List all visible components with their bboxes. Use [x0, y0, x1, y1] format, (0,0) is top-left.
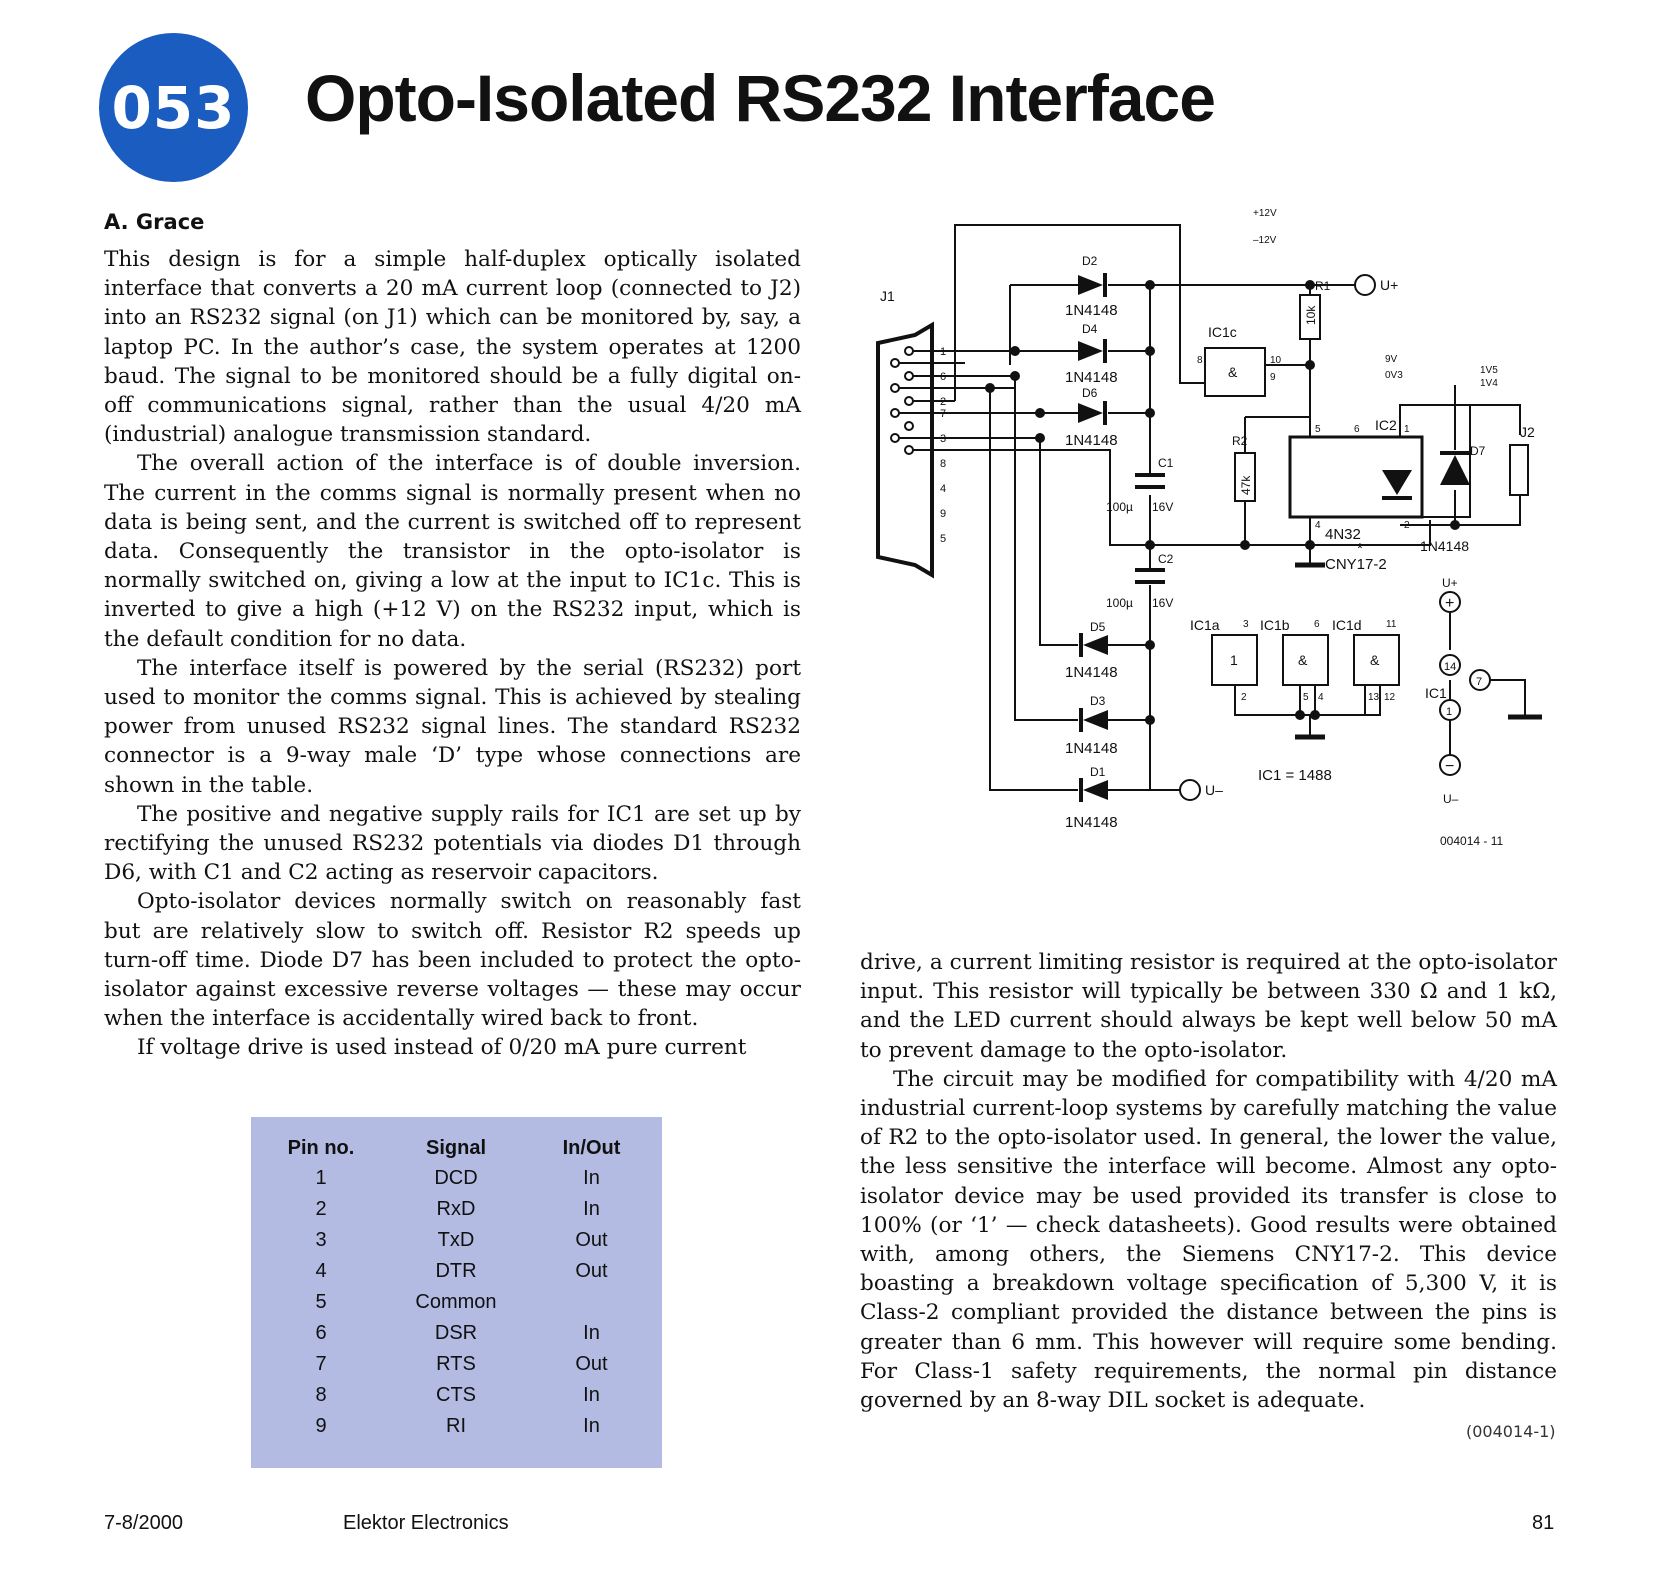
ic1a-gate: 1: [1230, 652, 1238, 668]
table-cell: In: [583, 1415, 600, 1437]
ic1d-pin11: 11: [1386, 619, 1397, 630]
column-header: Pin no.: [287, 1136, 355, 1159]
table-cell: Out: [575, 1229, 608, 1251]
d6-type: 1N4148: [1065, 432, 1118, 449]
pin-label: 6: [940, 371, 947, 383]
table-cell: In: [583, 1384, 600, 1406]
ic1-supply-label: IC1: [1425, 685, 1447, 701]
footer-magazine: Elektor Electronics: [343, 1512, 509, 1534]
table-cell: Out: [575, 1353, 608, 1375]
u-minus-symbol: −: [1445, 758, 1455, 775]
column-header: In/Out: [562, 1136, 621, 1159]
table-row: [251, 1411, 662, 1442]
d3-label: D3: [1090, 694, 1106, 708]
r2-label: R2: [1232, 434, 1248, 448]
c2-voltage: 16V: [1152, 596, 1174, 610]
body-left-column: [104, 245, 801, 1063]
author: A. Grace: [104, 210, 205, 234]
ic2-pin6: 6: [1354, 424, 1360, 435]
d2-label: D2: [1082, 254, 1098, 268]
ic1a-pin3: 3: [1243, 619, 1249, 630]
ic1d-pin12: 12: [1384, 692, 1396, 703]
v-1v4: 1V4: [1480, 378, 1498, 389]
table-row: [251, 1318, 662, 1349]
page-number: 81: [1532, 1512, 1555, 1534]
ic1-u-plus: U+: [1442, 576, 1458, 590]
table-cell: CTS: [436, 1384, 476, 1406]
table-cell: In: [583, 1322, 600, 1344]
ic2-pin5: 5: [1315, 424, 1321, 435]
ic2-pin1: 1: [1404, 424, 1410, 435]
ic2-part: 4N32: [1325, 526, 1361, 543]
pin-table: [251, 1117, 662, 1468]
d5-type: 1N4148: [1065, 664, 1118, 681]
v-plus12: +12V: [1253, 208, 1277, 219]
table-cell: 3: [315, 1229, 327, 1251]
table-cell: DSR: [434, 1322, 478, 1344]
ic1d-gate: &: [1370, 652, 1380, 668]
ic1b-pin4: 4: [1318, 692, 1324, 703]
v-9: 9V: [1385, 354, 1398, 365]
table-cell: 5: [315, 1291, 327, 1313]
ic1-u-minus: U–: [1443, 792, 1459, 806]
table-header-row: [251, 1133, 662, 1163]
ic1a-label: IC1a: [1190, 617, 1220, 633]
pin-label: 4: [940, 483, 947, 495]
c2-value: 100µ: [1106, 596, 1133, 610]
pin-label: 7: [940, 408, 947, 420]
table-row: [251, 1194, 662, 1225]
table-cell: RxD: [436, 1198, 476, 1220]
junctions: [985, 280, 1460, 725]
pin-label: 2: [940, 396, 947, 408]
column-header: Signal: [425, 1136, 486, 1159]
table-cell: [521, 1287, 662, 1318]
table-row: [251, 1256, 662, 1287]
table-cell: 7: [315, 1353, 327, 1375]
paragraph: This design is for a simple half-duplex optically isolated interface that converts a 20 mA current loop (connected to J2) into an RS232 signal (on J1) which can be monitored by, say, a laptop PC. In the author’s case, the system operates at 1200 baud. The signal to be monitored should be a fully digital on-off communications signal, rather than the usual 4/20 mA (industrial) analogue transmission standard.: [104, 247, 801, 448]
table-cell: RI: [446, 1415, 466, 1437]
d4-type: 1N4148: [1065, 369, 1118, 386]
r2-value: 47k: [1239, 475, 1253, 495]
table-cell: DCD: [434, 1167, 478, 1189]
diodes: [1078, 273, 1470, 802]
ic1c-label: IC1c: [1208, 324, 1237, 340]
ic1d-pin13: 13: [1368, 692, 1380, 703]
ic1c-pin8: 8: [1197, 355, 1203, 366]
paragraph: Opto-isolator devices normally switch on reasonably fast but are relatively slow to switch off. Resistor R2 speeds up turn-off time. Diode D7 has been included to protect the opto-isolator against excessive reverse voltages — these may occur when the interface is accidentally wired back to front.: [104, 889, 801, 1032]
table-row: [251, 1380, 662, 1411]
ic1-pin7: 7: [1476, 676, 1483, 688]
article-reference: (004014-1): [1466, 1422, 1556, 1441]
j1-label: J1: [880, 288, 895, 304]
ic2-pin4: 4: [1315, 520, 1321, 531]
ic1b-pin6: 6: [1314, 619, 1320, 630]
c1-voltage: 16V: [1152, 500, 1174, 514]
r1-value: 10k: [1304, 305, 1318, 325]
ic1-pin14: 14: [1444, 661, 1457, 673]
d2-type: 1N4148: [1065, 302, 1118, 319]
pin-label: 9: [940, 508, 947, 520]
table-row: [251, 1163, 662, 1194]
pin-label: 1: [940, 346, 947, 358]
d5-label: D5: [1090, 620, 1106, 634]
paragraph: If voltage drive is used instead of 0/20 mA pure current: [137, 1035, 747, 1061]
table-cell: In: [583, 1198, 600, 1220]
circuit-schematic: [860, 205, 1560, 885]
v-minus12: –12V: [1253, 235, 1277, 246]
ic1-type: IC1 = 1488: [1258, 767, 1332, 784]
paragraph: The circuit may be modified for compatibility with 4/20 mA industrial current-loop systems by carefully matching the value of R2 to the opto-isolator used. In general, the lower the value, the less sensitive the interface will become. Almost any opto-isolator device may be used provided its transfer is close to 100% (or ‘1’ — check datasheets). Good results were obtained with, among others, the Siemens CNY17-2. This device boasting a breakdown voltage specification of 5,300 V, it is Class-2 compliant provided the distance between the pins is greater than 6 mm. This however will require some bending. For Class-1 safety requirements, the normal pin distance governed by an 8-way DIL socket is adequate.: [860, 1066, 1557, 1414]
paragraph: drive, a current limiting resistor is required at the opto-isolator input. This resistor will typically be between 330 Ω and 1 kΩ, and the LED current should always be kept well below 50 mA to prevent damage to the opto-isolator.: [860, 950, 1557, 1063]
table-cell: 8: [315, 1384, 327, 1406]
footer-date: 7-8/2000: [104, 1512, 183, 1534]
ic1c-pin9: 9: [1270, 372, 1276, 383]
ic1c-gate: &: [1228, 364, 1238, 380]
d3-type: 1N4148: [1065, 740, 1118, 757]
ic2-alt-part: CNY17-2: [1325, 556, 1387, 573]
ic2-star: *: [1357, 540, 1363, 557]
paragraph: The interface itself is powered by the serial (RS232) port used to monitor the comms signal. This is achieved by stealing power from unused RS232 signal lines. The standard RS232 connector is a 9-way male ‘D’ type whose connections are shown in the table.: [104, 655, 801, 798]
table-cell: RTS: [436, 1353, 476, 1375]
v-1v5: 1V5: [1480, 365, 1498, 376]
ic1b-label: IC1b: [1260, 617, 1290, 633]
table-row: [251, 1349, 662, 1380]
ic2-pin2: 2: [1404, 520, 1410, 531]
pin-label: 3: [940, 433, 947, 445]
ic1a-pin2: 2: [1241, 692, 1247, 703]
u-plus-label: U+: [1380, 277, 1399, 293]
table-cell: TxD: [437, 1229, 475, 1251]
table-cell: DTR: [435, 1260, 477, 1282]
paragraph: The positive and negative supply rails for IC1 are set up by rectifying the unused RS232 potentials via diodes D1 through D6, with C1 and C2 acting as reservoir capacitors.: [104, 801, 801, 886]
d7-label: D7: [1470, 444, 1486, 458]
table-cell: 4: [315, 1260, 327, 1282]
table-cell: 1: [315, 1167, 327, 1189]
d7-type: 1N4148: [1420, 538, 1470, 554]
table-cell: 6: [315, 1322, 327, 1344]
j2-label: J2: [1520, 424, 1535, 440]
d1-type: 1N4148: [1065, 814, 1118, 831]
wires: [878, 225, 1542, 790]
v-0v3: 0V3: [1385, 370, 1403, 381]
ic1d-label: IC1d: [1332, 617, 1362, 633]
paragraph: The overall action of the interface is of double inversion. The current in the comms signal is normally present when no data is being sent, and the current is switched off to represent data. Consequently the transistor in the opto-isolator is normally switched on, giving a low at the input to IC1c. This is inverted to give a high (+12 V) on the RS232 input, which is the default condition for no data.: [104, 451, 801, 652]
pin-label: 5: [940, 533, 947, 545]
article-number: 053: [111, 73, 236, 142]
table-cell: In: [583, 1167, 600, 1189]
figure-code: 004014 - 11: [1440, 834, 1504, 848]
ic1-pin1: 1: [1446, 706, 1453, 718]
pin-label: 8: [940, 458, 947, 470]
table-cell: Common: [415, 1291, 497, 1313]
table-row: [251, 1225, 662, 1256]
table-cell: 2: [315, 1198, 327, 1220]
d1-label: D1: [1090, 765, 1106, 779]
table-cell: 9: [315, 1415, 327, 1437]
table-cell: Out: [575, 1260, 608, 1282]
ic1b-pin5: 5: [1303, 692, 1309, 703]
u-minus-label: U–: [1205, 782, 1223, 798]
d6-label: D6: [1082, 386, 1098, 400]
ic1c-pin10: 10: [1270, 355, 1282, 366]
u-plus-symbol: +: [1445, 595, 1455, 612]
table-row: [251, 1287, 662, 1318]
c1-label: C1: [1158, 456, 1174, 470]
page-title: Opto-Isolated RS232 Interface: [305, 61, 1215, 135]
c1-value: 100µ: [1106, 500, 1133, 514]
ic1b-gate: &: [1298, 652, 1308, 668]
article-number-badge: [99, 33, 248, 182]
c2-label: C2: [1158, 552, 1174, 566]
ic2-label: IC2: [1375, 417, 1397, 433]
d4-label: D4: [1082, 322, 1098, 336]
r1-label: R1: [1315, 279, 1331, 293]
body-right-column: [860, 948, 1557, 1415]
